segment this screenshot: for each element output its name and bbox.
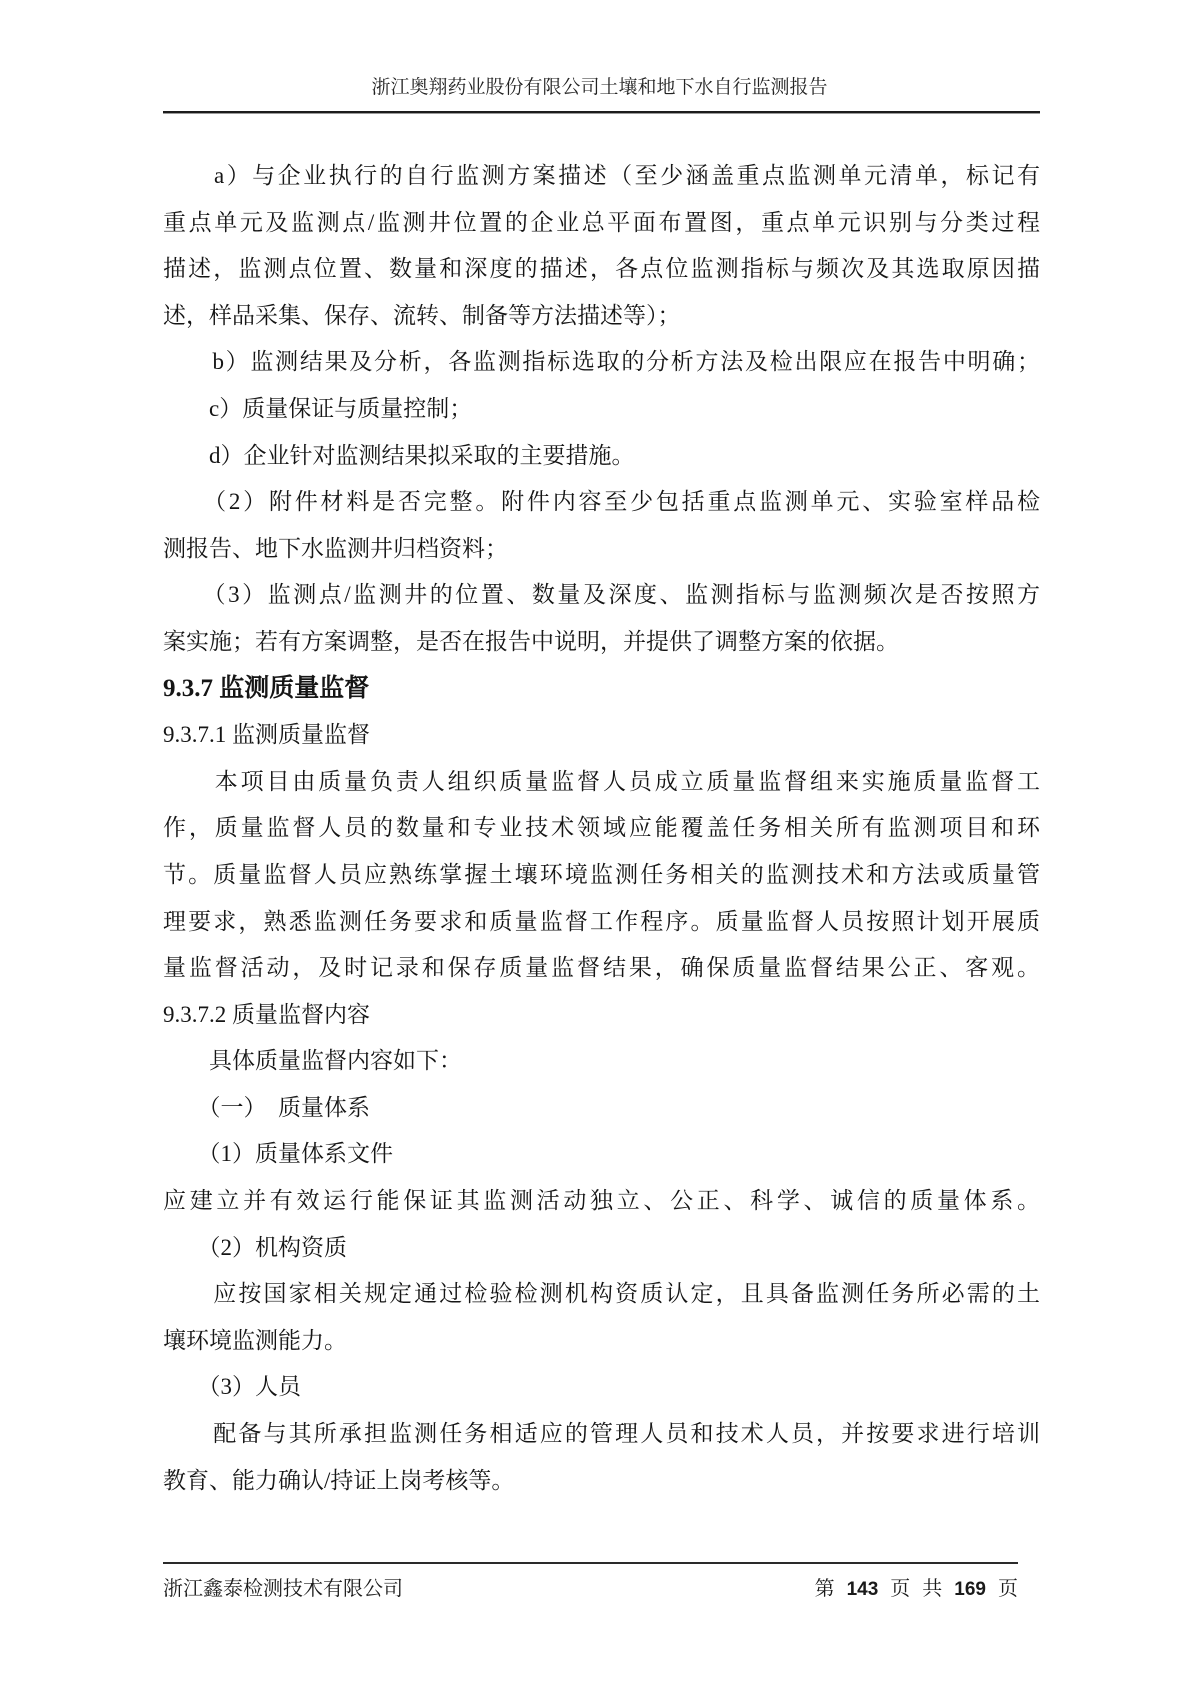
text-line: 应建立并有效运行能保证其监测活动独立、公正、科学、诚信的质量体系。 [163, 1188, 1040, 1214]
text-line: （一） 质量体系 [163, 1094, 370, 1120]
text-line: 重点单元及监测点/监测井位置的企业总平面布置图，重点单元识别与分类过程 [163, 209, 1040, 235]
text-line: 理要求，熟悉监测任务要求和质量监督工作程序。质量监督人员按照计划开展质 [163, 908, 1040, 934]
text-line: 壤环境监测能力。 [163, 1327, 347, 1353]
page-word-total: 共 [922, 1578, 943, 1600]
text-line: 9.3.7.1 监测质量监督 [163, 722, 370, 748]
text-line: 量监督活动，及时记录和保存质量监督结果，确保质量监督结果公正、客观。 [163, 955, 1040, 981]
header-title: 浙江奥翔药业股份有限公司土壤和地下水自行监测报告 [371, 77, 828, 98]
header-divider [163, 111, 1040, 114]
text-line: 应按国家相关规定通过检验检测机构资质认定，且具备监测任务所必需的土 [163, 1281, 1040, 1307]
text-line: 述，样品采集、保存、流转、制备等方法描述等）； [163, 302, 681, 328]
text-line: 具体质量监督内容如下： [163, 1048, 462, 1074]
text-line: （3）人员 [163, 1374, 301, 1400]
text-line: d）企业针对监测结果拟采取的主要措施。 [163, 442, 635, 468]
page-number-current: 143 [846, 1579, 879, 1600]
footer-page-info [815, 1572, 1018, 1601]
text-line: （2）机构资质 [163, 1234, 347, 1260]
text-line: 测报告、地下水监测井归档资料； [163, 535, 508, 561]
text-line: 配备与其所承担监测任务相适应的管理人员和技术人员，并按要求进行培训 [163, 1421, 1040, 1447]
text-line: （1）质量体系文件 [163, 1141, 393, 1167]
footer-divider [163, 1562, 1018, 1564]
text-line: （2）附件材料是否完整。附件内容至少包括重点监测单元、实验室样品检 [163, 489, 1040, 515]
text-line: 9.3.7 监测质量监督 [163, 674, 370, 702]
page-word-first: 第 [814, 1578, 835, 1600]
page-footer [163, 1572, 1018, 1601]
text-line: a）与企业执行的自行监测方案描述（至少涵盖重点监测单元清单，标记有 [163, 163, 1040, 188]
text-line: 9.3.7.2 质量监督内容 [163, 1001, 370, 1027]
document-body [163, 153, 1040, 1504]
text-line: 案实施；若有方案调整，是否在报告中说明，并提供了调整方案的依据。 [163, 628, 899, 654]
text-line: 本项目由质量负责人组织质量监督人员成立质量监督组来实施质量监督工 [163, 768, 1040, 794]
text-line: （3）监测点/监测井的位置、数量及深度、监测指标与监测频次是否按照方 [163, 582, 1040, 608]
text-line: b）监测结果及分析，各监测指标选取的分析方法及检出限应在报告中明确； [163, 349, 1040, 375]
text-line: 节。质量监督人员应熟练掌握土壤环境监测任务相关的监测技术和方法或质量管 [163, 861, 1040, 887]
text-line: 描述，监测点位置、数量和深度的描述，各点位监测指标与频次及其选取原因描 [163, 256, 1040, 282]
page-number-total: 169 [954, 1579, 986, 1600]
page-word-page2: 页 [998, 1578, 1018, 1600]
text-line: c）质量保证与质量控制； [163, 395, 473, 421]
footer-company: 浙江鑫泰检测技术有限公司 [163, 1578, 403, 1600]
page-word-page: 页 [890, 1578, 911, 1600]
text-line: 教育、能力确认/持证上岗考核等。 [163, 1467, 515, 1493]
text-line: 作，质量监督人员的数量和专业技术领域应能覆盖任务相关所有监测项目和环 [163, 815, 1040, 841]
